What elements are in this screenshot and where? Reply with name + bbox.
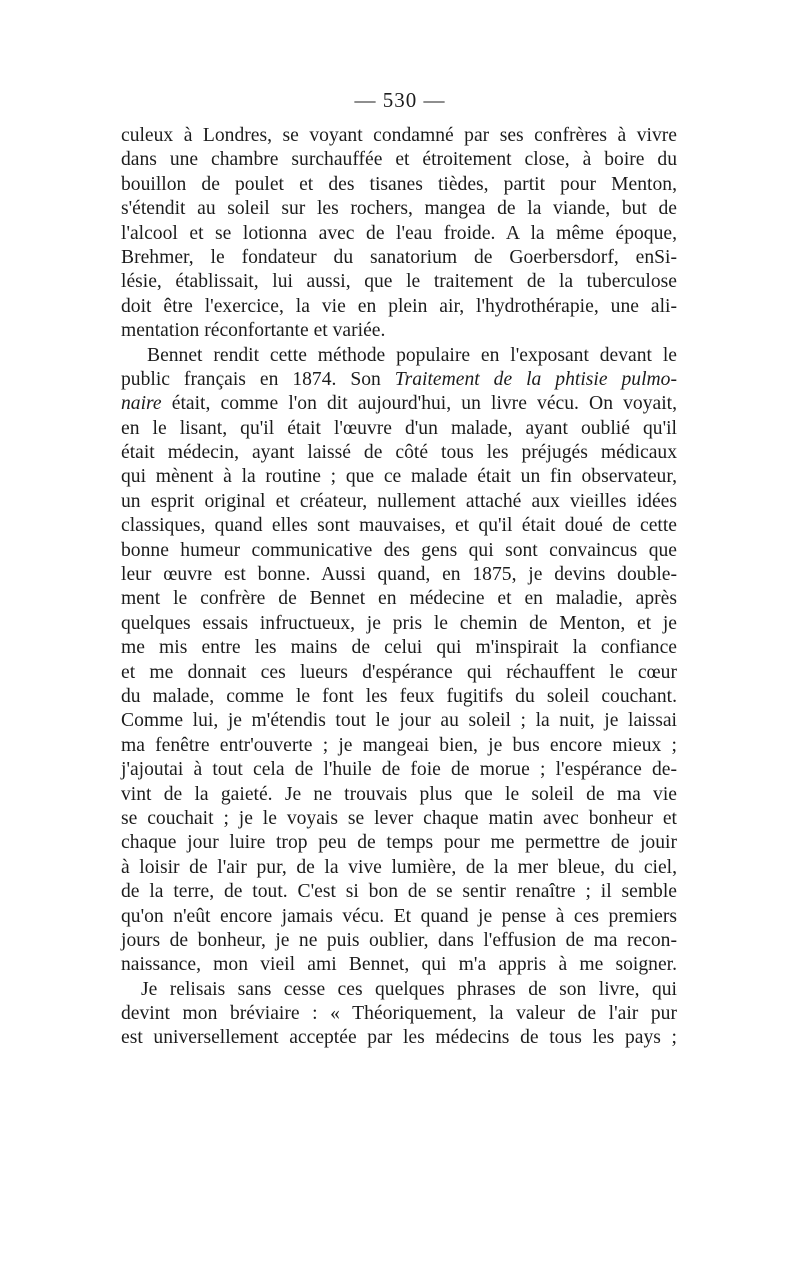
text-line: qu'on n'eût encore jamais vécu. Et quand je pense à ces premiers [121, 905, 677, 927]
text-line: devint mon bréviaire : « Théoriquement, la valeur de l'air pur [121, 1003, 677, 1025]
text-line: naissance, mon vieil ami Bennet, qui m'a appris à me soigner. [121, 954, 677, 976]
text-line: lésie, établissait, lui aussi, que le traitement de la tuberculose [121, 271, 677, 293]
text-line: quelques essais infructueux, je pris le chemin de Menton, et je [121, 612, 677, 634]
text-line: bouillon de poulet et des tisanes tièdes, partit pour Menton, [121, 173, 677, 195]
text-line: Bennet rendit cette méthode populaire en l'exposant devant le [147, 344, 677, 366]
text-line: se couchait ; je le voyais se lever chaque matin avec bonheur et [121, 807, 677, 829]
text-line: me mis entre les mains de celui qui m'inspirait la confiance [121, 637, 677, 659]
text-line: j'ajoutai à tout cela de l'huile de foie de morue ; l'espérance de- [121, 759, 677, 781]
text-line: bonne humeur communicative des gens qui sont convaincus que [121, 539, 677, 561]
text-line: jours de bonheur, je ne puis oublier, dans l'effusion de ma recon- [121, 929, 677, 951]
text-line [121, 368, 677, 392]
text-line: culeux à Londres, se voyant condamné par ses confrères à vivre [121, 125, 677, 146]
text-line: et me donnait ces lueurs d'espérance qui réchauffent le cœur [121, 661, 677, 683]
text-line: vint de la gaieté. Je ne trouvais plus que le soleil de ma vie [121, 783, 677, 805]
text-line: un esprit original et créateur, nullement attaché aux vieilles idées [121, 490, 677, 512]
text-line: s'étendit au soleil sur les rochers, mangea de la viande, but de [121, 198, 677, 220]
text-line: était médecin, ayant laissé de côté tous les préjugés médicaux [121, 442, 677, 464]
text-line: chaque jour luire trop peu de temps pour me permettre de jouir [121, 832, 677, 854]
text-line: Brehmer, le fondateur du sanatorium de Goerbersdorf, enSi- [121, 246, 677, 268]
book-title: Traitement de la phtisie pulmo- [394, 368, 677, 390]
text-line: de la terre, de tout. C'est si bon de se sentir renaître ; il semble [121, 881, 677, 903]
text-line: en le lisant, qu'il était l'œuvre d'un malade, ayant oublié qu'il [121, 417, 677, 439]
book-title-continued: naire [121, 393, 162, 415]
text-line: l'alcool et se lotionna avec de l'eau froide. A la même époque, [121, 222, 677, 244]
page-number: — 530 — [354, 88, 446, 112]
text-run: était, comme l'on dit aujourd'hui, un livre vécu. On voyait, [161, 393, 677, 415]
text-line: dans une chambre surchauffée et étroitement close, à boire du [121, 149, 677, 171]
body-text [121, 124, 677, 1051]
text-line: mentation réconfortante et variée. [121, 320, 386, 342]
text-line [121, 392, 677, 416]
text-run: public français en 1874. Son [121, 368, 395, 390]
text-line: est universellement acceptée par les médecins de tous les pays ; [121, 1027, 677, 1049]
text-line: qui mènent à la routine ; que ce malade était un fin observateur, [121, 466, 677, 488]
text-line: leur œuvre est bonne. Aussi quand, en 1875, je devins double- [121, 564, 677, 586]
text-line: Comme lui, je m'étendis tout le jour au soleil ; la nuit, je laissai [121, 710, 677, 732]
text-line: à loisir de l'air pur, de la vive lumière, de la mer bleue, du ciel, [121, 856, 677, 878]
text-line: doit être l'exercice, la vie en plein air, l'hydrothérapie, une ali- [121, 295, 677, 317]
text-line: du malade, comme le font les feux fugitifs du soleil couchant. [121, 685, 677, 707]
text-line: Je relisais sans cesse ces quelques phrases de son livre, qui [141, 978, 677, 1000]
text-line: ma fenêtre entr'ouverte ; je mangeai bien, je bus encore mieux ; [121, 734, 677, 756]
text-line: classiques, quand elles sont mauvaises, et qu'il était doué de cette [121, 515, 677, 537]
text-line: ment le confrère de Bennet en médecine et en maladie, après [121, 588, 677, 610]
